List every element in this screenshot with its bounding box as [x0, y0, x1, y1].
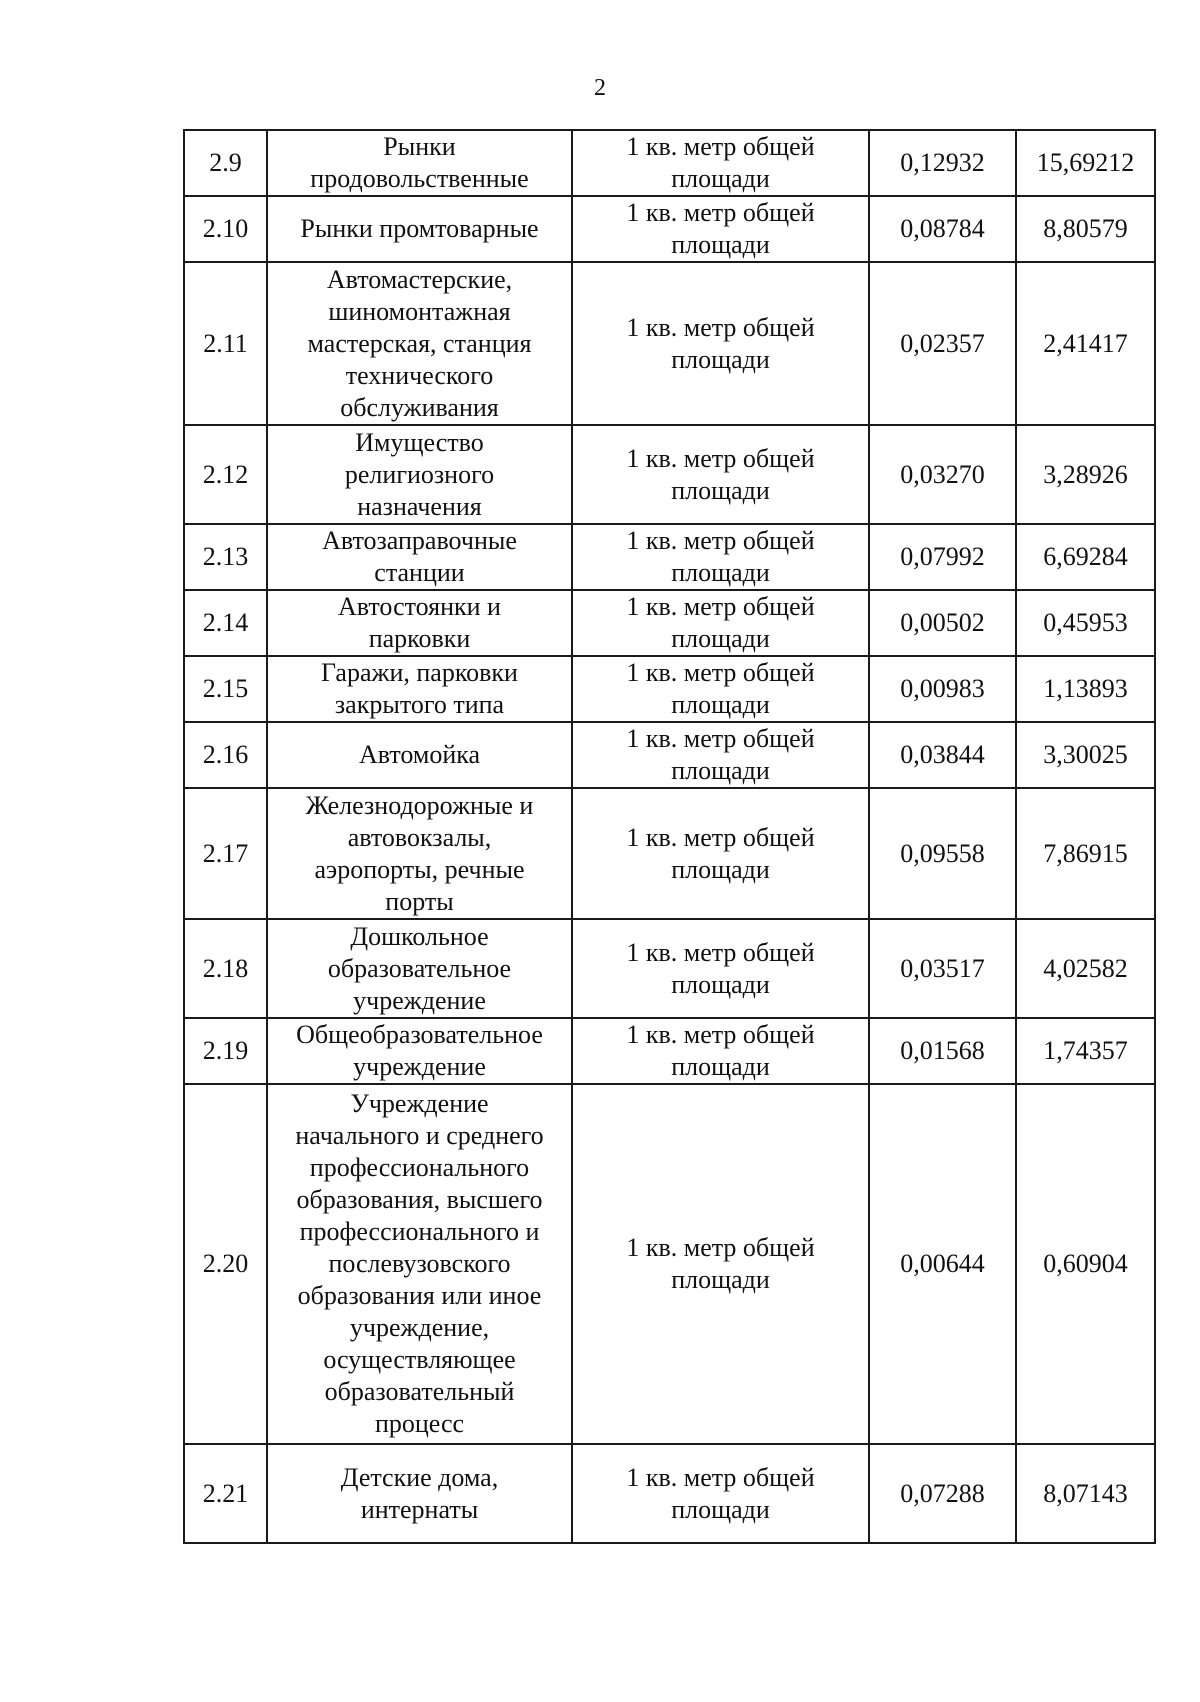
unit-cell: 1 кв. метр общей площади — [572, 919, 869, 1018]
row-number-cell: 2.14 — [184, 590, 267, 656]
value1-cell: 0,01568 — [869, 1018, 1016, 1084]
object-name-cell: Автомастерские, шиномонтажная мастерская, станция технического обслуживания — [267, 262, 572, 425]
row-number-cell: 2.10 — [184, 196, 267, 262]
object-name-cell: Рынки промтоварные — [267, 196, 572, 262]
value1-cell: 0,00983 — [869, 656, 1016, 722]
table-row — [184, 919, 1155, 1018]
unit-cell: 1 кв. метр общей площади — [572, 262, 869, 425]
table-row — [184, 262, 1155, 425]
value1-cell: 0,03270 — [869, 425, 1016, 524]
value2-cell: 1,13893 — [1016, 656, 1155, 722]
table-row — [184, 196, 1155, 262]
table-row — [184, 1084, 1155, 1444]
object-name-cell: Рынки продовольственные — [267, 130, 572, 196]
unit-cell: 1 кв. метр общей площади — [572, 788, 869, 919]
unit-cell: 1 кв. метр общей площади — [572, 1084, 869, 1444]
unit-cell: 1 кв. метр общей площади — [572, 196, 869, 262]
value2-cell: 6,69284 — [1016, 524, 1155, 590]
object-name-cell: Имущество религиозного назначения — [267, 425, 572, 524]
object-name-cell: Автостоянки и парковки — [267, 590, 572, 656]
table-row — [184, 590, 1155, 656]
value2-cell: 8,07143 — [1016, 1444, 1155, 1543]
object-name-cell: Учреждение начального и среднего профессионального образования, высшего профессионального и послевузовского образования или иное учреждение, осуществляющее образовательный процесс — [267, 1084, 572, 1444]
unit-cell: 1 кв. метр общей площади — [572, 524, 869, 590]
row-number-cell: 2.9 — [184, 130, 267, 196]
value2-cell: 2,41417 — [1016, 262, 1155, 425]
value1-cell: 0,00644 — [869, 1084, 1016, 1444]
value1-cell: 0,03517 — [869, 919, 1016, 1018]
value2-cell: 15,69212 — [1016, 130, 1155, 196]
value2-cell: 8,80579 — [1016, 196, 1155, 262]
object-name-cell: Гаражи, парковки закрытого типа — [267, 656, 572, 722]
value2-cell: 3,30025 — [1016, 722, 1155, 788]
unit-cell: 1 кв. метр общей площади — [572, 722, 869, 788]
table-row — [184, 425, 1155, 524]
table-row — [184, 788, 1155, 919]
row-number-cell: 2.13 — [184, 524, 267, 590]
row-number-cell: 2.12 — [184, 425, 267, 524]
table-row — [184, 1018, 1155, 1084]
unit-cell: 1 кв. метр общей площади — [572, 656, 869, 722]
value2-cell: 4,02582 — [1016, 919, 1155, 1018]
page-number: 2 — [594, 75, 606, 101]
value2-cell: 0,60904 — [1016, 1084, 1155, 1444]
object-name-cell: Автозаправочные станции — [267, 524, 572, 590]
value1-cell: 0,09558 — [869, 788, 1016, 919]
table-row — [184, 722, 1155, 788]
row-number-cell: 2.11 — [184, 262, 267, 425]
row-number-cell: 2.15 — [184, 656, 267, 722]
unit-cell: 1 кв. метр общей площади — [572, 590, 869, 656]
table-row — [184, 524, 1155, 590]
table-row — [184, 656, 1155, 722]
row-number-cell: 2.18 — [184, 919, 267, 1018]
value2-cell: 3,28926 — [1016, 425, 1155, 524]
row-number-cell: 2.16 — [184, 722, 267, 788]
value1-cell: 0,07992 — [869, 524, 1016, 590]
value1-cell: 0,03844 — [869, 722, 1016, 788]
value1-cell: 0,00502 — [869, 590, 1016, 656]
unit-cell: 1 кв. метр общей площади — [572, 130, 869, 196]
object-name-cell: Детские дома, интернаты — [267, 1444, 572, 1543]
value2-cell: 1,74357 — [1016, 1018, 1155, 1084]
object-name-cell: Дошкольное образовательное учреждение — [267, 919, 572, 1018]
unit-cell: 1 кв. метр общей площади — [572, 425, 869, 524]
table-row — [184, 130, 1155, 196]
unit-cell: 1 кв. метр общей площади — [572, 1444, 869, 1543]
tariff-table — [183, 129, 1156, 1544]
table-row — [184, 1444, 1155, 1543]
row-number-cell: 2.21 — [184, 1444, 267, 1543]
value2-cell: 0,45953 — [1016, 590, 1155, 656]
object-name-cell: Железнодорожные и автовокзалы, аэропорты, речные порты — [267, 788, 572, 919]
value1-cell: 0,08784 — [869, 196, 1016, 262]
value1-cell: 0,07288 — [869, 1444, 1016, 1543]
row-number-cell: 2.17 — [184, 788, 267, 919]
object-name-cell: Общеобразовательное учреждение — [267, 1018, 572, 1084]
row-number-cell: 2.20 — [184, 1084, 267, 1444]
unit-cell: 1 кв. метр общей площади — [572, 1018, 869, 1084]
value2-cell: 7,86915 — [1016, 788, 1155, 919]
object-name-cell: Автомойка — [267, 722, 572, 788]
row-number-cell: 2.19 — [184, 1018, 267, 1084]
value1-cell: 0,02357 — [869, 262, 1016, 425]
value1-cell: 0,12932 — [869, 130, 1016, 196]
